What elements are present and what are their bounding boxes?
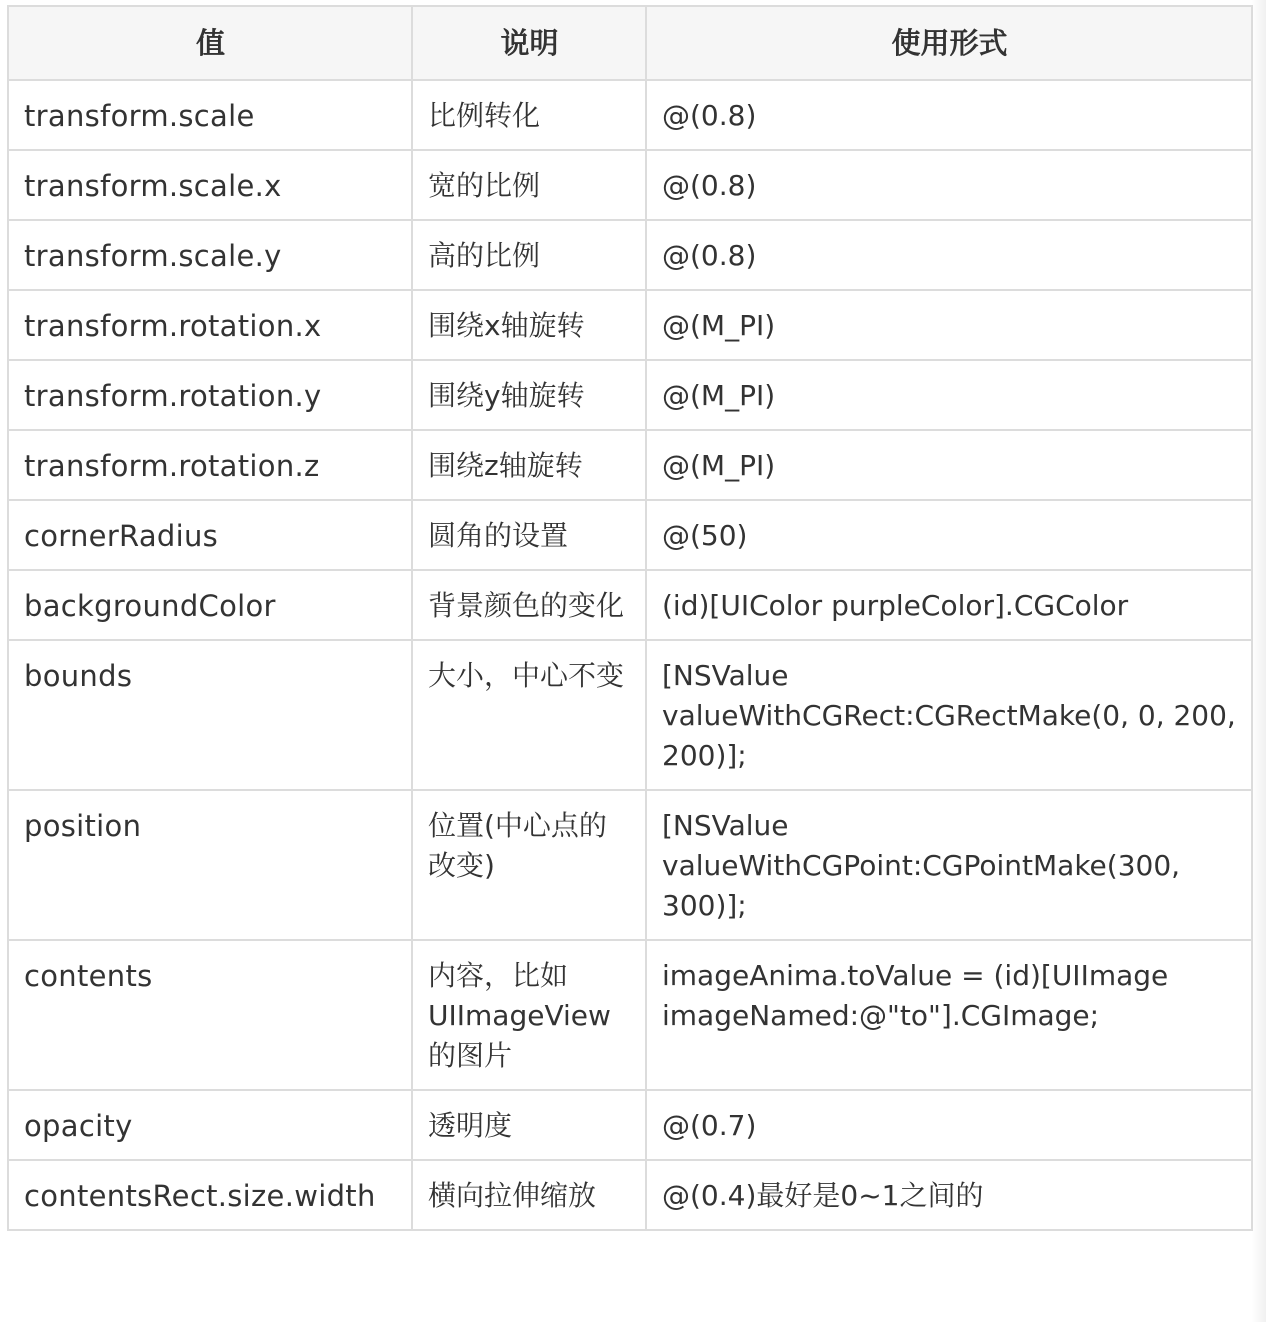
cell-usage: @(50)	[646, 500, 1252, 570]
table-body	[8, 80, 1252, 1230]
table-header	[8, 6, 1252, 80]
cell-value: opacity	[8, 1090, 412, 1160]
cell-description: 大小，中心不变	[412, 640, 646, 790]
cell-usage: [NSValue valueWithCGRect:CGRectMake(0, 0, 200, 200)];	[646, 640, 1252, 790]
cell-description: 横向拉伸缩放	[412, 1160, 646, 1230]
table-row	[8, 1160, 1252, 1230]
table-row	[8, 430, 1252, 500]
table-row	[8, 640, 1252, 790]
header-row	[8, 6, 1252, 80]
header-description: 说明	[412, 6, 646, 80]
cell-description: 围绕z轴旋转	[412, 430, 646, 500]
header-value: 值	[8, 6, 412, 80]
table-row	[8, 500, 1252, 570]
table-row	[8, 220, 1252, 290]
cell-usage: @(0.4)最好是0~1之间的	[646, 1160, 1252, 1230]
cell-usage: @(0.8)	[646, 80, 1252, 150]
table-row	[8, 80, 1252, 150]
table-row	[8, 790, 1252, 940]
cell-value: transform.rotation.z	[8, 430, 412, 500]
cell-usage: @(M_PI)	[646, 360, 1252, 430]
cell-description: 高的比例	[412, 220, 646, 290]
cell-description: 圆角的设置	[412, 500, 646, 570]
cell-usage: @(M_PI)	[646, 290, 1252, 360]
cell-usage: @(0.8)	[646, 150, 1252, 220]
header-usage: 使用形式	[646, 6, 1252, 80]
cell-description: 宽的比例	[412, 150, 646, 220]
edge-shadow	[1251, 0, 1266, 1322]
cell-usage: @(0.8)	[646, 220, 1252, 290]
cell-value: contents	[8, 940, 412, 1090]
cell-value: bounds	[8, 640, 412, 790]
table-row	[8, 290, 1252, 360]
cell-description: 围绕y轴旋转	[412, 360, 646, 430]
cell-value: backgroundColor	[8, 570, 412, 640]
cell-usage: (id)[UIColor purpleColor].CGColor	[646, 570, 1252, 640]
table-row	[8, 150, 1252, 220]
cell-description: 比例转化	[412, 80, 646, 150]
cell-description: 背景颜色的变化	[412, 570, 646, 640]
cell-usage: @(0.7)	[646, 1090, 1252, 1160]
cell-value: transform.scale	[8, 80, 412, 150]
cell-description: 围绕x轴旋转	[412, 290, 646, 360]
cell-description: 透明度	[412, 1090, 646, 1160]
cell-usage: imageAnima.toValue = (id)[UIImage imageNamed:@"to"].CGImage;	[646, 940, 1252, 1090]
table-row	[8, 940, 1252, 1090]
table-row	[8, 1090, 1252, 1160]
cell-usage: @(M_PI)	[646, 430, 1252, 500]
cell-usage: [NSValue valueWithCGPoint:CGPointMake(300, 300)];	[646, 790, 1252, 940]
cell-value: contentsRect.size.width	[8, 1160, 412, 1230]
cell-value: cornerRadius	[8, 500, 412, 570]
properties-table	[7, 5, 1253, 1231]
cell-value: transform.rotation.y	[8, 360, 412, 430]
cell-value: position	[8, 790, 412, 940]
cell-description: 位置(中心点的改变)	[412, 790, 646, 940]
cell-value: transform.scale.y	[8, 220, 412, 290]
table-row	[8, 360, 1252, 430]
cell-value: transform.scale.x	[8, 150, 412, 220]
table-row	[8, 570, 1252, 640]
cell-description: 内容，比如UIImageView的图片	[412, 940, 646, 1090]
cell-value: transform.rotation.x	[8, 290, 412, 360]
